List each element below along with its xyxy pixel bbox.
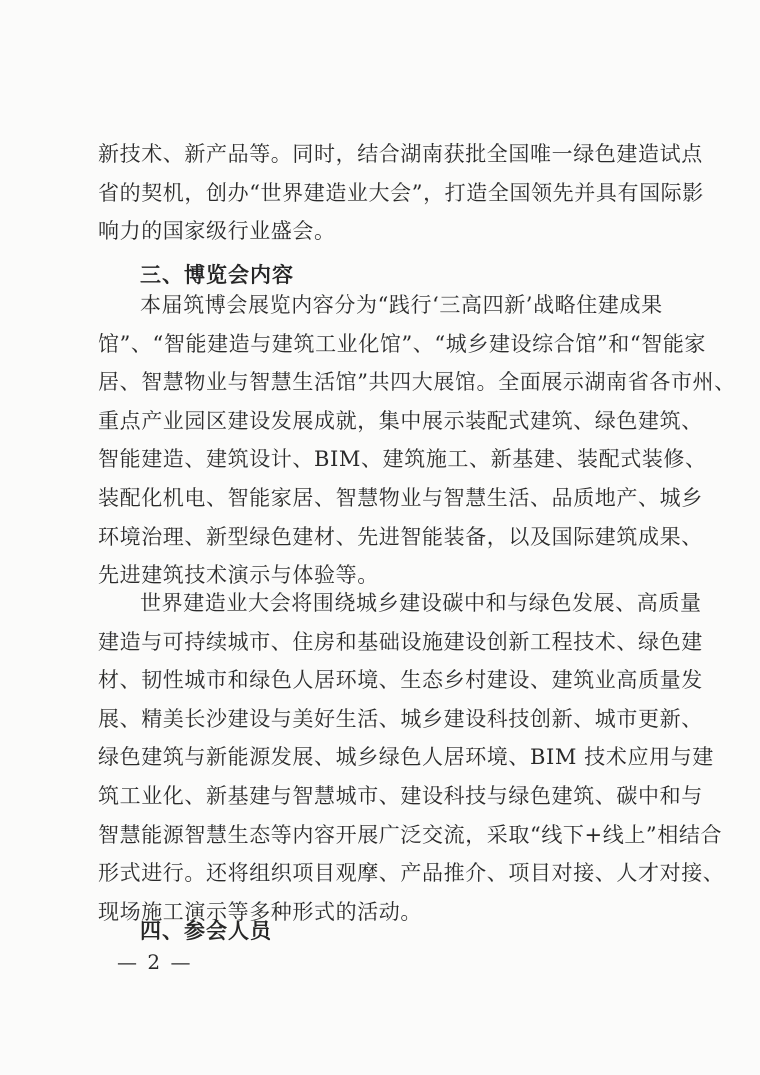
page-number: — 2 — <box>117 950 193 974</box>
paragraph-line: 智能建造、建筑设计、BIM、建筑施工、新基建、装配式装修、 <box>98 447 707 472</box>
paragraph-line: 环境治理、新型绿色建材、先进智能装备，以及国际建筑成果、 <box>98 524 703 549</box>
intro-paragraph <box>98 135 704 251</box>
paragraph-line: 建造与可持续城市、住房和基础设施建设创新工程技术、绿色建 <box>98 629 703 654</box>
paragraph-line: 新技术、新产品等。同时，结合湖南获批全国唯一绿色建造试点 <box>98 142 703 166</box>
paragraph-line: 省的契机，创办“世界建造业大会”，打造全国领先并具有国际影 <box>98 180 704 205</box>
paragraph-line: 居、智慧物业与智慧生活馆”共四大展馆。全面展示湖南省各市州、 <box>98 370 736 395</box>
paragraph-line: 现场施工演示等多种形式的活动。 <box>98 899 422 924</box>
paragraph-line: 馆”、“智能建造与建筑工业化馆”、“城乡建设综合馆”和“智能家 <box>98 331 707 356</box>
paragraph-line: 展、精美长沙建设与美好生活、城乡建设科技创新、城市更新、 <box>98 706 703 731</box>
paragraph-line: 形式进行。还将组织项目观摩、产品推介、项目对接、人才对接、 <box>98 861 725 886</box>
section-3-heading: 三、博览会内容 <box>140 263 294 287</box>
section-3-paragraph-2 <box>98 584 725 931</box>
paragraph-line: 筑工业化、新基建与智慧城市、建设科技与绿色建筑、碳中和与 <box>98 783 703 808</box>
paragraph-line: 智慧能源智慧生态等内容开展广泛交流，采取“线下+线上”相结合 <box>98 822 723 847</box>
paragraph-line: 材、韧性城市和绿色人居环境、生态乡村建设、建筑业高质量发 <box>98 668 703 693</box>
section-4-heading: 四、参会人员 <box>140 919 272 943</box>
paragraph-line: 重点产业园区建设发展成就，集中展示装配式建筑、绿色建筑、 <box>98 408 703 433</box>
paragraph-line: 绿色建筑与新能源发展、城乡绿色人居环境、BIM 技术应用与建 <box>98 745 714 770</box>
paragraph-line: 本届筑博会展览内容分为“践行‘三高四新’战略住建成果 <box>140 293 663 317</box>
paragraph-line: 装配化机电、智能家居、智慧物业与智慧生活、品质地产、城乡 <box>98 485 703 510</box>
paragraph-line: 世界建造业大会将围绕城乡建设碳中和与绿色发展、高质量 <box>140 591 702 615</box>
section-3-paragraph-1 <box>98 286 736 595</box>
paragraph-line: 响力的国家级行业盛会。 <box>98 219 336 244</box>
paragraph-line: 先进建筑技术演示与体验等。 <box>98 563 379 588</box>
